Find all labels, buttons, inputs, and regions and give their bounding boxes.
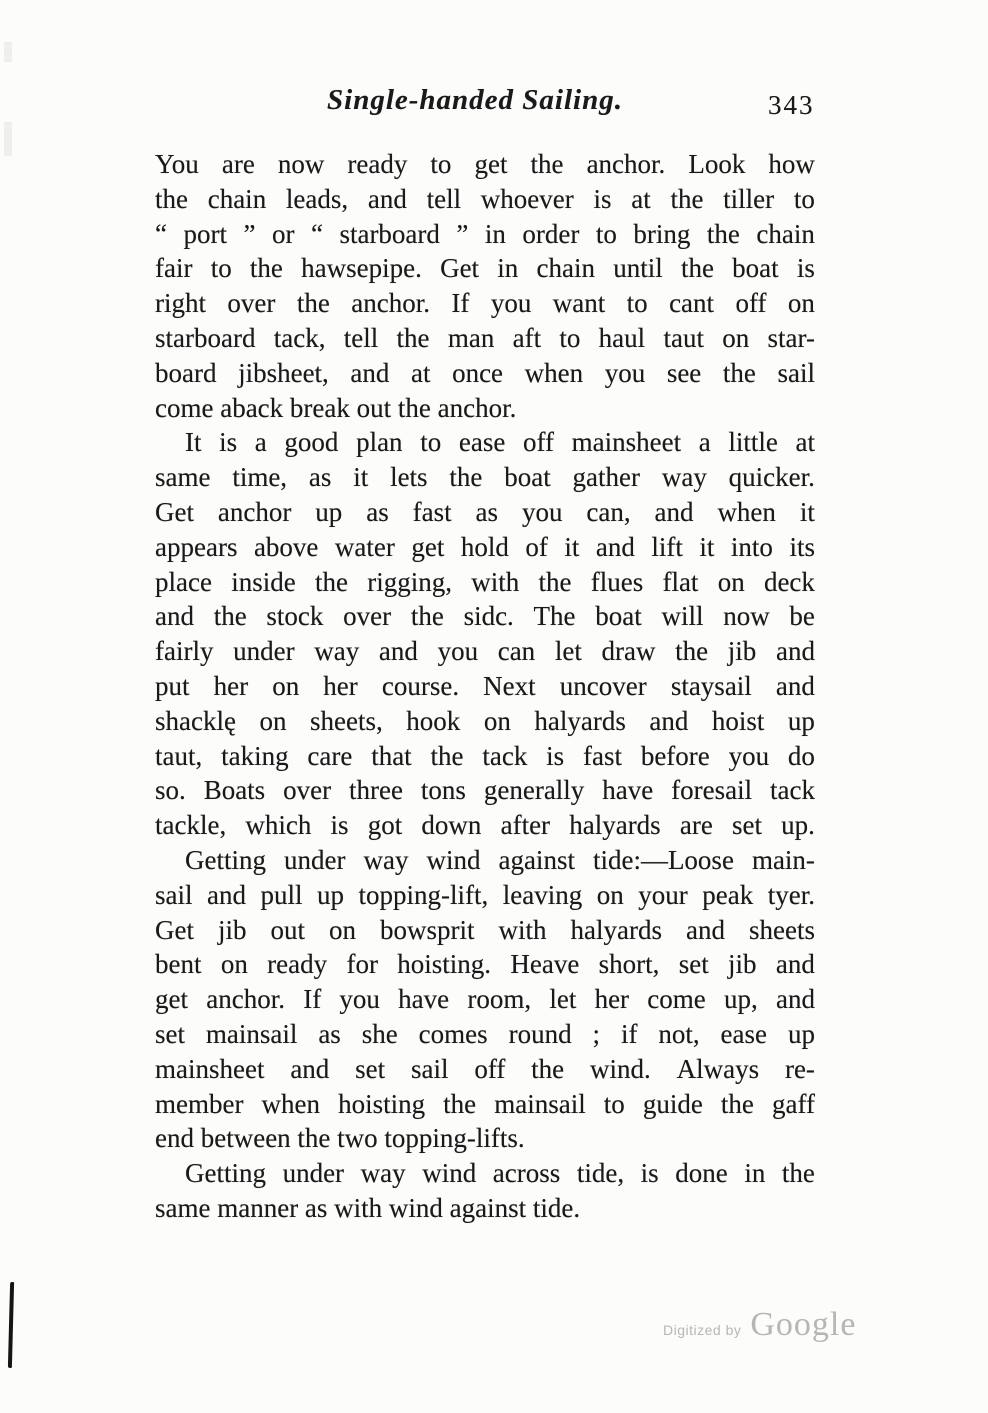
text-line: Getting under way wind across tide, is done in the <box>185 1158 815 1189</box>
text-line: Get jib out on bowsprit with halyards and sheets <box>155 914 815 945</box>
text-line: and the stock over the sidc. The boat will now be <box>155 601 815 632</box>
text-line: sail and pull up topping-lift, leaving on your peak tyer. <box>155 879 815 910</box>
text-line: appears above water get hold of it and lift it into its <box>155 531 815 562</box>
text-line: It is a good plan to ease off mainsheet a little at <box>185 427 815 458</box>
text-line: same time, as it lets the boat gather way quicker. <box>155 462 815 493</box>
running-header <box>155 84 815 124</box>
text-line: bent on ready for hoisting. Heave short, set jib and <box>155 949 815 980</box>
text-line: shacklę on sheets, hook on halyards and hoist up <box>155 705 815 736</box>
text-line: get anchor. If you have room, let her come up, and <box>155 984 815 1015</box>
page-body <box>155 147 815 1226</box>
text-line: Get anchor up as fast as you can, and when it <box>155 496 815 527</box>
text-line: set mainsail as she comes round ; if not, ease up <box>155 1018 815 1049</box>
text-line: place inside the rigging, with the flues flat on deck <box>155 566 815 597</box>
paragraph <box>155 843 815 1156</box>
page-number: 343 <box>768 90 815 120</box>
text-line: same manner as with wind against tide. <box>155 1192 581 1223</box>
digitization-watermark <box>663 1306 856 1344</box>
text-line: come aback break out the anchor. <box>155 392 517 423</box>
running-header-title: Single-handed Sailing. <box>327 84 623 116</box>
google-logo: Google <box>750 1306 857 1343</box>
paragraph <box>155 1156 815 1226</box>
paragraph <box>155 147 815 425</box>
text-line: so. Boats over three tons generally have foresail tack <box>155 775 815 806</box>
text-line: You are now ready to get the anchor. Look how <box>155 149 815 179</box>
text-line: the chain leads, and tell whoever is at the tiller to <box>155 183 815 214</box>
paragraph <box>155 425 815 843</box>
text-line: end between the two topping-lifts. <box>155 1123 525 1154</box>
text-line: put her on her course. Next uncover staysail and <box>155 670 815 701</box>
watermark-prefix-label: Digitized by <box>663 1322 742 1338</box>
text-line: tackle, which is got down after halyards are set up. <box>155 810 815 841</box>
text-line: board jibsheet, and at once when you see the sail <box>155 357 815 388</box>
text-line: “ port ” or “ starboard ” in order to bring the chain <box>155 218 815 249</box>
text-line: member when hoisting the mainsail to guide the gaff <box>155 1088 815 1119</box>
text-line: mainsheet and set sail off the wind. Always re- <box>155 1053 815 1084</box>
scan-smudge <box>4 122 12 156</box>
text-line: taut, taking care that the tack is fast before you do <box>155 740 815 771</box>
text-line: right over the anchor. If you want to cant off on <box>155 288 815 319</box>
left-edge-scan-mark <box>8 1282 14 1368</box>
text-line: fairly under way and you can let draw the jib and <box>155 636 815 667</box>
scan-smudge <box>4 42 12 62</box>
text-line: Getting under way wind against tide:—Loose main- <box>185 844 815 875</box>
text-line: fair to the hawsepipe. Get in chain until the boat is <box>155 253 815 284</box>
text-line: starboard tack, tell the man aft to haul taut on star- <box>155 322 815 353</box>
